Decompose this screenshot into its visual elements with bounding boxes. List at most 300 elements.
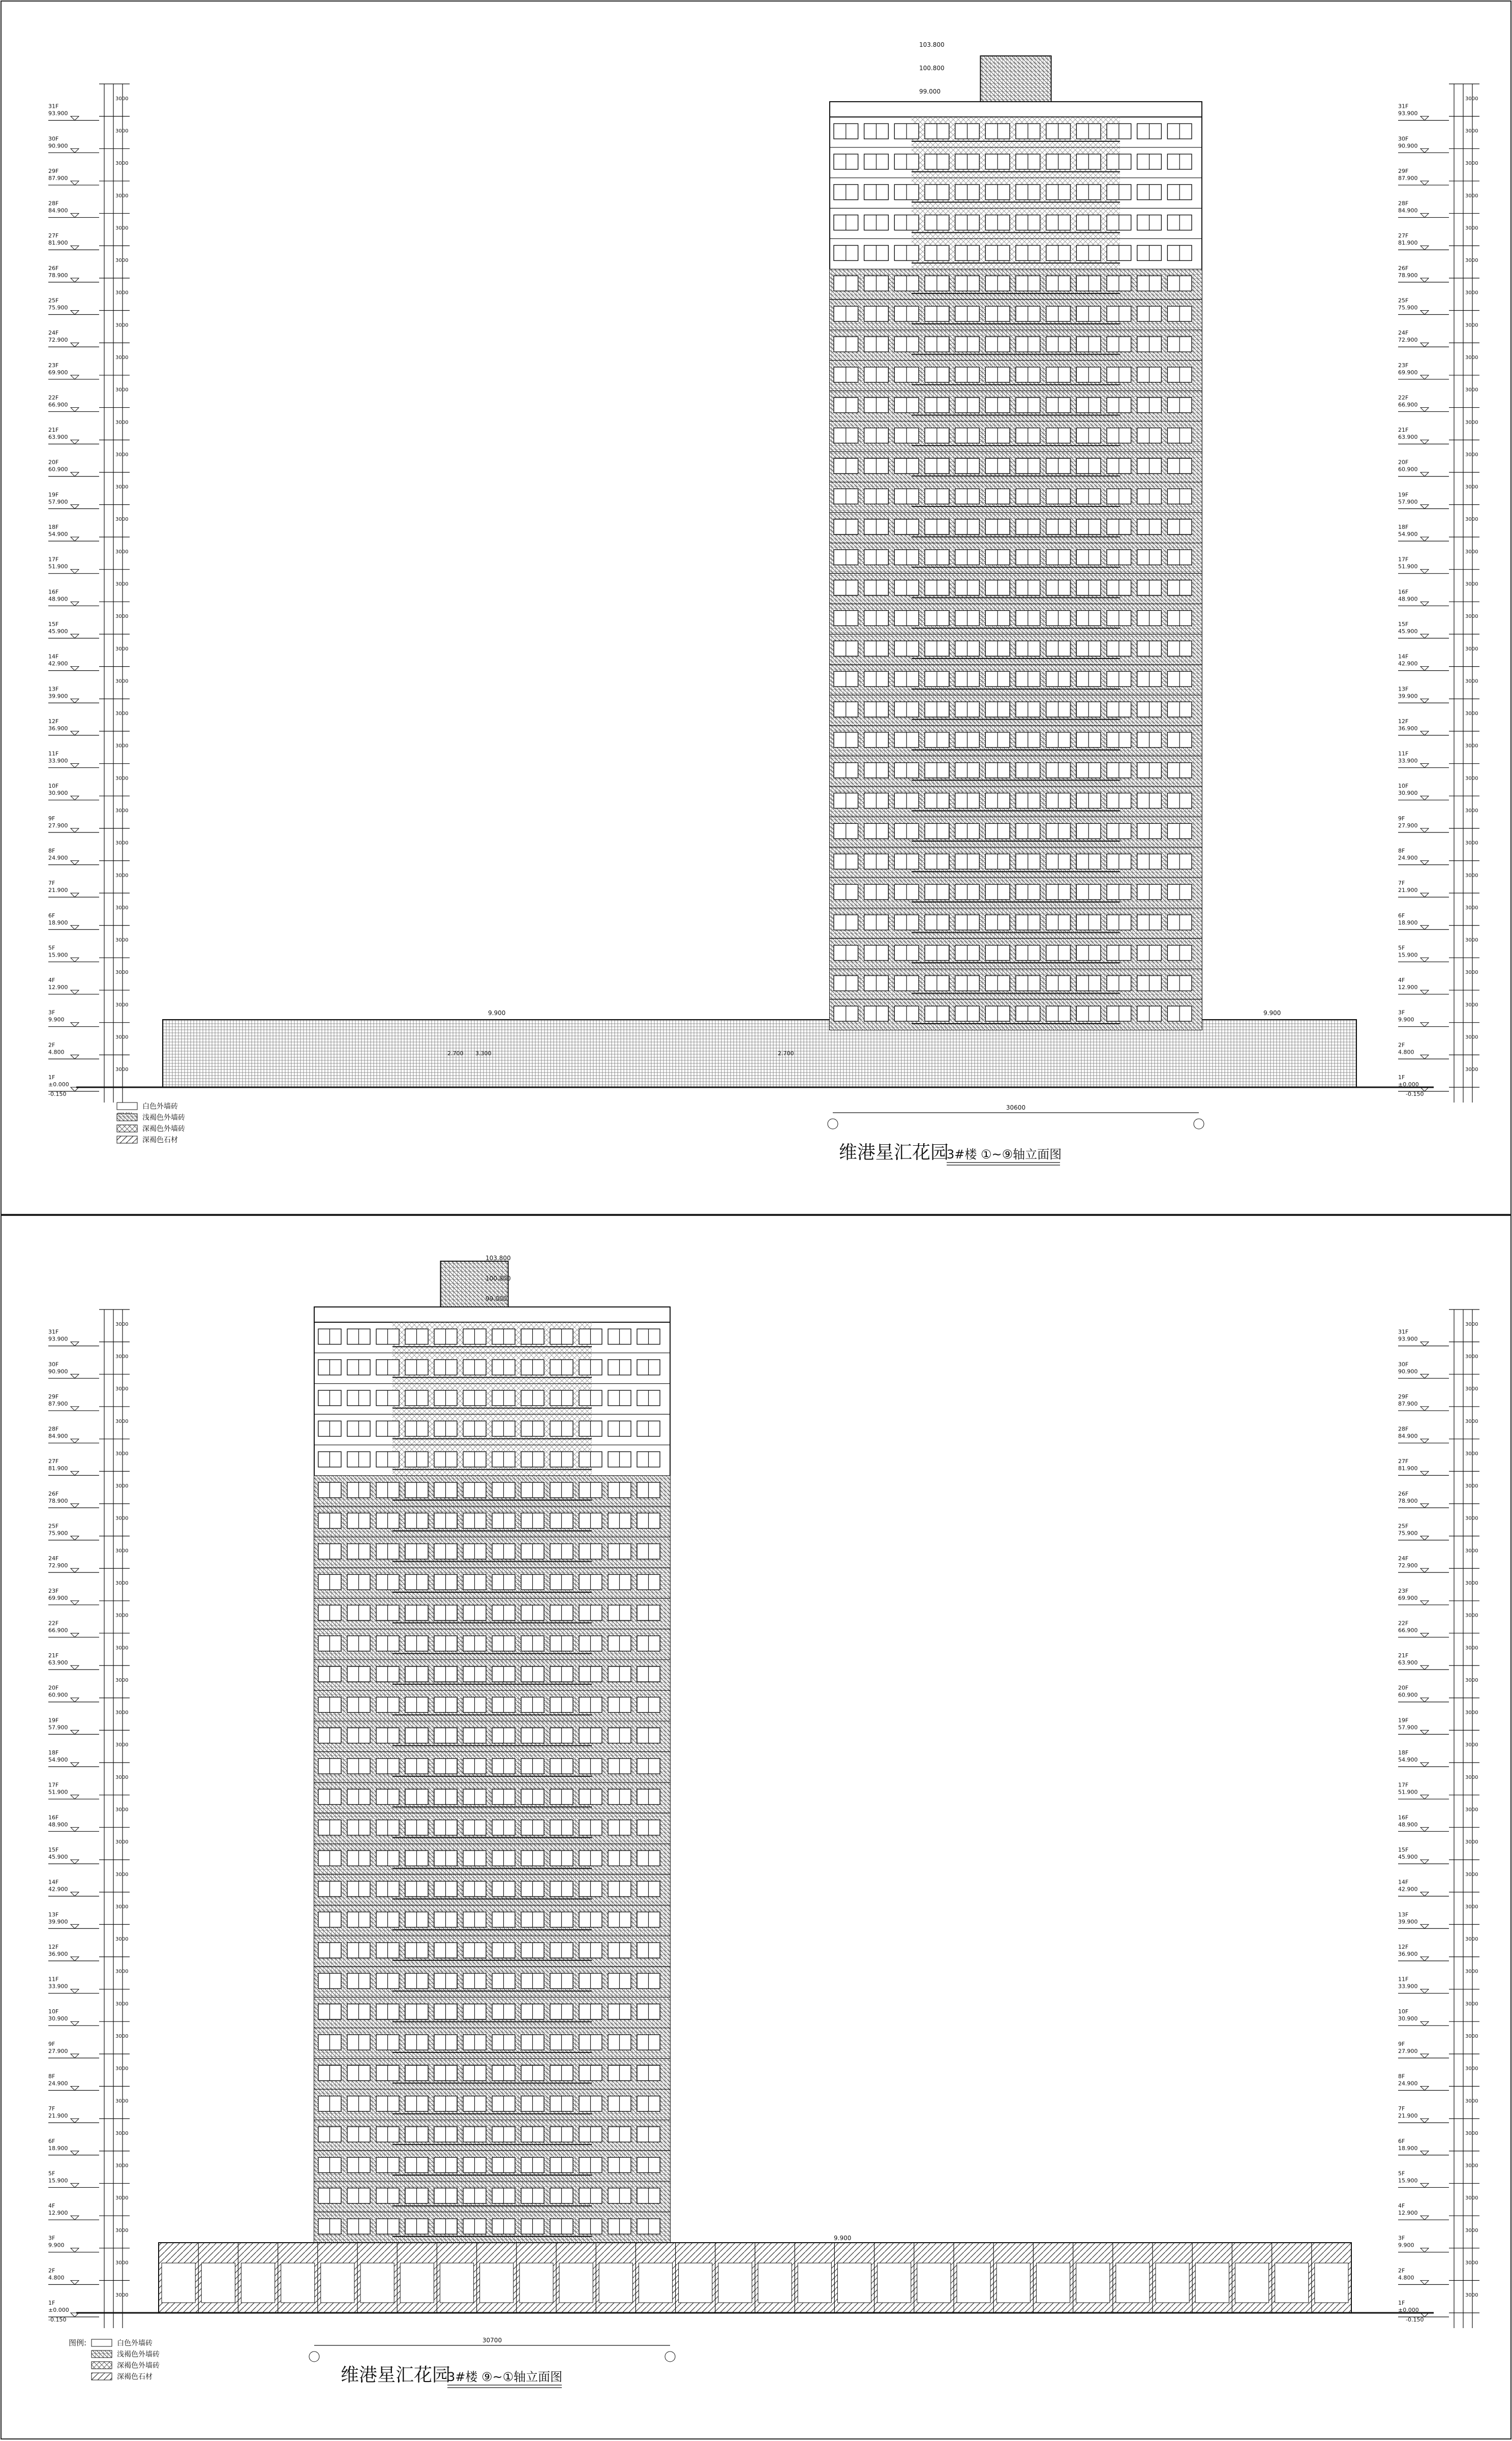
level-label: 30F [48,1361,59,1368]
level-marker-icon [1420,214,1429,218]
level-value: 66.900 [1398,401,1418,408]
level-label: 16F [48,1814,59,1821]
level-value: 4.800 [1398,1049,1414,1056]
level-marker-icon [71,1989,79,1993]
shopfront-window [718,2263,752,2303]
level-label: 15F [48,1846,59,1853]
roof-level-label: 99.000 [919,88,941,95]
level-value: 87.900 [48,1400,68,1407]
storey-dimension: 3000 [1465,1321,1478,1327]
level-value: ±0.000 [48,1081,69,1088]
level-value: 72.900 [1398,337,1418,344]
level-value: 78.900 [48,1497,68,1504]
level-value: 75.900 [1398,304,1418,311]
level-marker-icon [71,311,79,315]
level-value: 24.900 [1398,2080,1418,2087]
level-marker-icon [1420,1860,1429,1864]
level-marker-icon [71,1892,79,1896]
level-marker-icon [71,990,79,994]
storey-dimension: 3000 [1465,678,1478,684]
shopfront-window [281,2263,315,2303]
level-marker-icon [71,214,79,218]
level-value: 90.900 [1398,1368,1418,1375]
storey-dimension: 3000 [115,1937,129,1943]
shopfront-window [639,2263,672,2303]
level-label: 5F [48,2170,55,2177]
level-marker-icon [1420,407,1429,411]
shopfront-window [520,2263,553,2303]
level-value: 24.900 [48,2080,68,2087]
shopfront-window [1195,2263,1229,2303]
level-value: 36.900 [1398,1950,1418,1957]
level-marker-icon [1420,2119,1429,2123]
storey-dimension: 3000 [115,646,129,652]
storey-dimension: 3000 [115,937,129,943]
level-label: 7F [48,880,55,887]
level-value: 63.900 [1398,434,1418,441]
level-label: 15F [1398,1846,1409,1853]
level-marker-icon [71,764,79,768]
level-value: 60.900 [48,466,68,473]
level-marker-icon [1420,311,1429,315]
level-marker-icon [71,2086,79,2090]
roof-level-label: 100.800 [919,65,945,72]
level-label: 22F [1398,1620,1409,1627]
level-value: 84.900 [48,207,68,214]
legend-item-2: 深褐色外墙砖 [142,1125,185,1133]
storey-dimension: 3000 [1465,1580,1478,1586]
storey-dimension: 3000 [115,1807,129,1813]
level-marker-icon [1420,1827,1429,1831]
level-label: 14F [48,1879,59,1886]
storey-dimension: 3000 [115,1067,129,1073]
level-value: 27.900 [1398,822,1418,829]
storey-dimension: 3000 [115,354,129,361]
storey-dimension: 3000 [115,2195,129,2201]
level-marker-icon [71,860,79,865]
storey-dimension: 3000 [115,2001,129,2007]
level-label: 4F [1398,2202,1405,2210]
level-value: 48.900 [1398,1821,1418,1828]
level-value: 87.900 [1398,174,1418,182]
storey-dimension: 3000 [1465,1548,1478,1554]
level-scale [1398,84,1479,1103]
storey-dimension: 3000 [115,161,129,167]
storey-dimension: 3000 [1465,225,1478,231]
level-value: 12.900 [1398,984,1418,991]
level-marker-icon [1420,699,1429,703]
level-value: 54.900 [1398,531,1418,538]
level-label: 25F [48,297,59,304]
level-value: 81.900 [48,240,68,247]
level-label: 21F [48,1652,59,1659]
level-marker-icon [71,1504,79,1508]
storey-dimension: 3000 [1465,1710,1478,1716]
shopfront-window [1076,2263,1110,2303]
level-label: 10F [1398,783,1409,790]
level-label: 1F [48,2300,55,2306]
level-label: 23F [48,362,59,369]
storey-dimension: 3000 [115,2130,129,2136]
legend-lower [69,2338,160,2381]
storey-dimension: 3000 [115,1613,129,1619]
storey-dimension: 3000 [1465,2163,1478,2169]
roof-level-label: 103.800 [919,41,945,48]
level-label: 13F [48,686,59,693]
storey-dimension: 3000 [1465,1034,1478,1040]
level-label: 29F [1398,167,1409,174]
level-label: 1F [1398,2300,1405,2306]
level-marker-icon [1420,667,1429,671]
storey-dimension: 3000 [115,1515,129,1522]
upper-title [839,1142,1062,1165]
storey-dimension: 3000 [1465,905,1478,911]
level-marker-icon [71,1471,79,1475]
level-value: 4.800 [48,1049,65,1056]
base-level-label: -0.150 [1406,2316,1424,2323]
level-value: 33.900 [1398,757,1418,764]
axis-bubble-icon [309,2351,319,2362]
level-label: 17F [48,556,59,563]
level-label: 23F [1398,1587,1409,1594]
storey-dimension: 3000 [115,1774,129,1780]
level-marker-icon [71,893,79,897]
level-marker-icon [1420,1892,1429,1896]
level-label: 24F [48,330,59,337]
level-label: 22F [48,394,59,401]
level-label: 7F [48,2105,55,2112]
storey-dimension: 3000 [1465,1677,1478,1683]
level-label: 19F [48,1717,59,1724]
door-level-label: 2.700 [447,1050,464,1057]
podium-elevation [159,2243,1351,2313]
legend-item-1: 浅褐色外墙砖 [142,1114,185,1122]
level-label: 14F [1398,1879,1409,1886]
level-value: 39.900 [1398,1918,1418,1925]
level-marker-icon [1420,634,1429,638]
level-value: 75.900 [48,304,68,311]
level-scale [48,1309,130,2328]
level-marker-icon [1420,1924,1429,1928]
storey-dimension: 3000 [1465,549,1478,555]
level-label: 3F [48,2235,55,2242]
level-marker-icon [71,278,79,282]
level-value: 36.900 [1398,725,1418,732]
level-label: 1F [1398,1074,1405,1081]
axis-bubble-icon [828,1119,838,1129]
storey-dimension: 3000 [1465,937,1478,943]
level-marker-icon [71,731,79,735]
level-label: 26F [48,264,59,272]
storey-dimension: 3000 [115,2260,129,2266]
storey-dimension: 3000 [115,711,129,717]
level-marker-icon [1420,1439,1429,1443]
level-marker-icon [1420,570,1429,574]
storey-dimension: 3000 [115,1451,129,1457]
level-label: 24F [1398,330,1409,337]
level-value: 15.900 [48,951,68,959]
storey-dimension: 3000 [1465,1515,1478,1522]
level-marker-icon [1420,1568,1429,1572]
storey-dimension: 3000 [1465,2001,1478,2007]
level-value: 9.900 [48,2242,65,2249]
level-value: 51.900 [48,1789,68,1796]
storey-dimension: 3000 [115,1483,129,1490]
level-value: 81.900 [48,1465,68,1472]
level-label: 6F [48,912,55,919]
storey-dimension: 3000 [1465,1002,1478,1008]
storey-dimension: 3000 [115,2163,129,2169]
level-marker-icon [1420,990,1429,994]
level-marker-icon [71,602,79,606]
storey-dimension: 3000 [1465,1807,1478,1813]
level-label: 9F [48,815,55,822]
upper-elevation [48,41,1479,1129]
level-label: 14F [48,653,59,660]
level-label: 18F [48,1749,59,1757]
level-marker-icon [1420,181,1429,185]
level-value: 27.900 [48,822,68,829]
level-label: 11F [1398,750,1409,757]
storey-dimension: 3000 [115,873,129,879]
level-value: 42.900 [1398,660,1418,667]
level-marker-icon [1420,2183,1429,2187]
level-marker-icon [71,1407,79,1411]
level-value: 60.900 [1398,1691,1418,1699]
level-marker-icon [1420,2151,1429,2155]
level-marker-icon [71,504,79,509]
level-marker-icon [1420,1407,1429,1411]
level-label: 10F [1398,2008,1409,2015]
level-label: 20F [48,1684,59,1691]
level-marker-icon [1420,343,1429,347]
level-marker-icon [1420,116,1429,121]
level-label: 14F [1398,653,1409,660]
storey-dimension: 3000 [115,1742,129,1748]
level-label: 16F [48,588,59,596]
legend-item-lower-3: 深褐色石材 [117,2373,153,2381]
level-value: 30.900 [48,790,68,797]
storey-dimension: 3000 [115,1034,129,1040]
level-marker-icon [71,1763,79,1767]
storey-dimension: 3000 [1465,1067,1478,1073]
level-label: 20F [1398,459,1409,466]
level-label: 7F [1398,2105,1405,2112]
level-marker-icon [1420,1795,1429,1799]
level-scale [1398,1309,1479,2328]
level-value: 4.800 [1398,2274,1414,2281]
storey-dimension: 3000 [115,387,129,393]
storey-dimension: 3000 [115,2034,129,2040]
storey-dimension: 3000 [115,517,129,523]
level-marker-icon [71,1698,79,1702]
level-label: 29F [48,167,59,174]
storey-dimension: 3000 [1465,581,1478,587]
level-value: 93.900 [48,110,68,117]
level-marker-icon [71,796,79,800]
level-label: 8F [1398,847,1405,854]
level-label: 2F [48,2267,55,2274]
level-marker-icon [1420,1989,1429,1993]
level-label: 19F [48,491,59,498]
level-marker-icon [1420,2280,1429,2284]
level-marker-icon [71,1568,79,1572]
shopfront-window [798,2263,831,2303]
level-label: 31F [1398,103,1409,110]
level-label: 4F [48,2202,55,2210]
level-marker-icon [71,1665,79,1670]
shopfront-window [559,2263,593,2303]
storey-dimension: 3000 [115,1839,129,1845]
roof-level-label: 99.000 [486,1295,507,1302]
level-marker-icon [1420,1055,1429,1059]
roof-level-label: 103.800 [486,1255,511,1262]
level-marker-icon [71,407,79,411]
level-value: 63.900 [48,434,68,441]
level-label: 24F [1398,1555,1409,1562]
level-marker-icon [1420,1504,1429,1508]
storey-dimension: 3000 [115,193,129,199]
storey-dimension: 3000 [115,2098,129,2104]
level-value: 33.900 [48,1983,68,1990]
level-value: 33.900 [48,757,68,764]
storey-dimension: 3000 [115,128,129,134]
level-value: 45.900 [48,628,68,635]
level-marker-icon [71,440,79,444]
level-value: 45.900 [48,1853,68,1860]
storey-dimension: 3000 [1465,387,1478,393]
level-marker-icon [71,2021,79,2026]
level-value: 18.900 [48,919,68,926]
level-label: 3F [1398,1009,1405,1016]
level-marker-icon [1420,2086,1429,2090]
storey-dimension: 3000 [1465,808,1478,814]
level-label: 12F [1398,1943,1409,1950]
storey-dimension: 3000 [1465,873,1478,879]
level-marker-icon [71,667,79,671]
storey-dimension: 3000 [1465,1969,1478,1975]
storey-dimension: 3000 [1465,420,1478,426]
level-marker-icon [1420,1633,1429,1637]
storey-dimension: 3000 [115,1645,129,1651]
storey-dimension: 3000 [1465,1871,1478,1878]
storey-dimension: 3000 [115,776,129,782]
level-label: 18F [1398,524,1409,531]
level-marker-icon [71,2151,79,2155]
storey-dimension: 3000 [115,2066,129,2072]
shopfront-window [1235,2263,1268,2303]
level-value: 87.900 [48,174,68,182]
level-marker-icon [1420,246,1429,250]
level-marker-icon [71,1439,79,1443]
level-value: 39.900 [1398,693,1418,700]
shopfront-window [440,2263,473,2303]
level-value: 24.900 [48,854,68,861]
level-value: 93.900 [1398,1335,1418,1343]
level-marker-icon [71,537,79,541]
level-value: 84.900 [48,1433,68,1440]
level-value: 57.900 [1398,1724,1418,1731]
level-marker-icon [71,1633,79,1637]
level-marker-icon [71,828,79,832]
level-marker-icon [71,1023,79,1027]
level-marker-icon [1420,893,1429,897]
level-label: 26F [48,1490,59,1497]
storey-dimension: 3000 [1465,743,1478,749]
roof-parapet [314,1307,670,1322]
roof-parapet [830,102,1202,117]
level-marker-icon [1420,375,1429,379]
storey-dimension: 3000 [115,905,129,911]
level-marker-icon [1420,537,1429,541]
storey-dimension: 3000 [1465,2066,1478,2072]
level-value: 18.900 [1398,2145,1418,2152]
level-marker-icon [1420,958,1429,962]
base-level-label: -0.150 [48,2316,67,2323]
level-label: 2F [1398,1041,1405,1049]
storey-dimension: 3000 [1465,2260,1478,2266]
level-marker-icon [1420,148,1429,153]
shopfront-window [480,2263,513,2303]
shopfront-window [162,2263,195,2303]
level-value: 72.900 [48,337,68,344]
level-value: 90.900 [48,142,68,150]
level-label: 13F [1398,1911,1409,1918]
level-marker-icon [71,1924,79,1928]
storey-dimension: 3000 [1465,1774,1478,1780]
level-value: 21.900 [1398,887,1418,894]
level-value: 4.800 [48,2274,65,2281]
level-marker-icon [1420,440,1429,444]
level-marker-icon [1420,1023,1429,1027]
level-label: 6F [48,2137,55,2145]
storey-dimension: 3000 [115,96,129,102]
level-label: 5F [1398,944,1405,951]
shopfront-window [679,2263,712,2303]
level-label: 28F [48,1425,59,1433]
level-value: 12.900 [48,2210,68,2217]
level-value: 93.900 [48,1335,68,1343]
overall-dimension-label: 30600 [1006,1104,1026,1111]
level-marker-icon [71,926,79,930]
level-label: 18F [1398,1749,1409,1757]
level-marker-icon [1420,1374,1429,1378]
storey-dimension: 3000 [115,1904,129,1910]
level-marker-icon [71,343,79,347]
shopfront-window [241,2263,275,2303]
level-label: 8F [48,847,55,854]
level-value: 30.900 [48,2015,68,2022]
level-marker-icon [71,1055,79,1059]
level-value: 15.900 [1398,2177,1418,2184]
level-value: 84.900 [1398,207,1418,214]
lower-title-sub: 3#楼 ⑨~①轴立面图 [447,2370,563,2384]
shopfront-window [400,2263,434,2303]
level-label: 30F [1398,135,1409,142]
level-marker-icon [1420,1536,1429,1540]
storey-dimension: 3000 [1465,1483,1478,1490]
level-label: 23F [48,1587,59,1594]
level-label: 22F [48,1620,59,1627]
level-marker-icon [71,2216,79,2220]
level-marker-icon [71,1827,79,1831]
level-marker-icon [1420,1601,1429,1605]
level-marker-icon [71,181,79,185]
level-label: 16F [1398,1814,1409,1821]
storey-dimension: 3000 [115,808,129,814]
level-label: 3F [1398,2235,1405,2242]
storey-dimension: 3000 [1465,193,1478,199]
